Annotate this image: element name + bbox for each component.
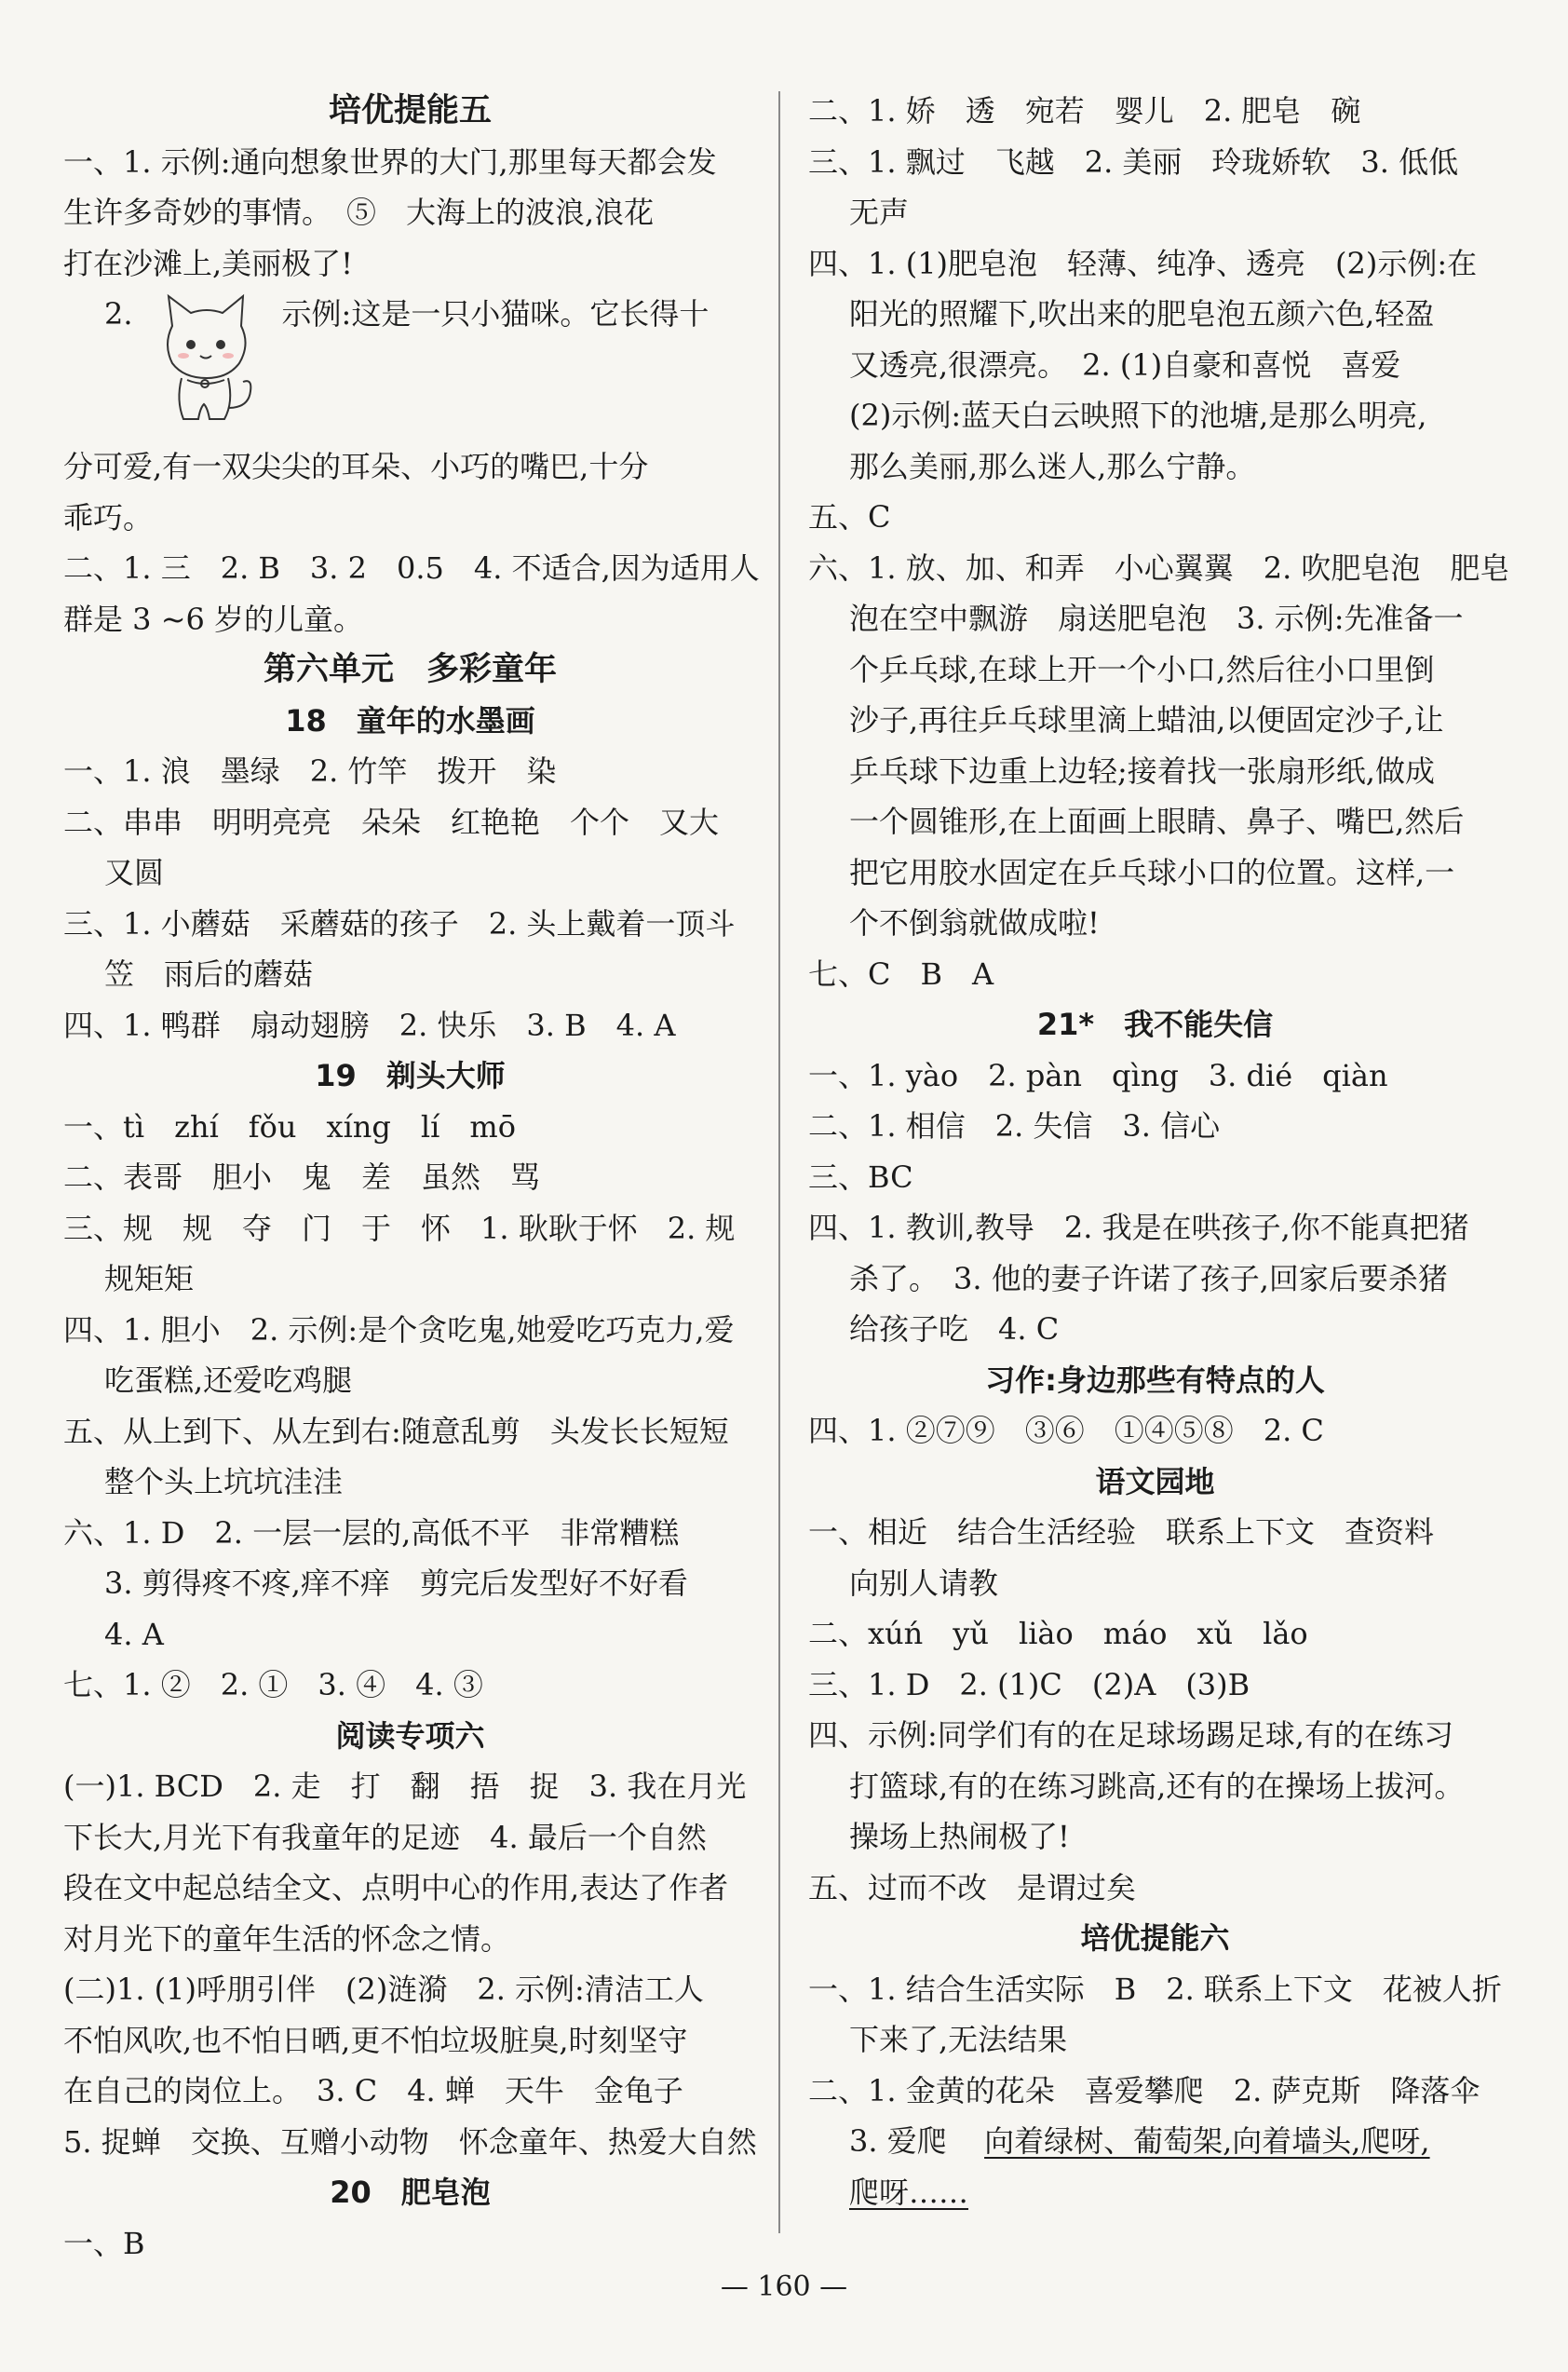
answer-line: 分可爱,有一双尖尖的耳朵、小巧的嘴巴,十分 [63, 449, 649, 484]
left-column [63, 86, 760, 2269]
answer-line: 一、1. 浪 墨绿 2. 竹竿 拨开 染 [63, 753, 557, 789]
section-title: 习作:身边那些有特点的人 [985, 1362, 1325, 1398]
answer-line: 乖巧。 [63, 499, 154, 535]
answer-line: 四、1. ②⑦⑨ ③⑥ ①④⑤⑧ 2. C [808, 1413, 1324, 1448]
answer-line: 沙子,再往乒乓球里滴上蜡油,以便固定沙子,让 [849, 702, 1444, 738]
answer-line: 给孩子吃 4. C [849, 1311, 1060, 1347]
answer-line: 个乒乓球,在球上开一个小口,然后往小口里倒 [849, 651, 1435, 687]
answer-line: 四、示例:同学们有的在足球场踢足球,有的在练习 [808, 1717, 1453, 1753]
answer-line: 又圆 [104, 855, 165, 890]
answer-line: 二、1. 娇 透 宛若 婴儿 2. 肥皂 碗 [808, 93, 1361, 129]
answer-line: 泡在空中飘游 扇送肥皂泡 3. 示例:先准备一 [849, 601, 1464, 636]
answer-line: 阳光的照耀下,吹出来的肥皂泡五颜六色,轻盈 [849, 296, 1435, 332]
section-title: 培优提能五 [328, 92, 492, 129]
answer-line: 五、从上到下、从左到右:随意乱剪 头发长长短短 [63, 1413, 729, 1449]
answer-line [808, 2167, 1502, 2218]
answer-line: 又透亮,很漂亮。 2. (1)自豪和喜悦 喜爱 [849, 346, 1401, 383]
answer-line: 不怕风吹,也不怕日晒,更不怕垃圾脏臭,时刻坚守 [63, 2022, 688, 2058]
answer-line: 四、1. 教训,教导 2. 我是在哄孩子,你不能真把猪 [808, 1210, 1469, 1245]
answer-line: 一、1. 示例:通向想象世界的大门,那里每天都会发 [63, 143, 717, 180]
answer-line: 笠 雨后的蘑菇 [104, 956, 314, 992]
answer-line: 一个圆锥形,在上面画上眼睛、鼻子、嘴巴,然后 [849, 804, 1465, 839]
answer-line: 一、1. yào 2. pàn qìng 3. dié qiàn [808, 1057, 1388, 1093]
section-title: 阅读专项六 [335, 1717, 485, 1754]
answer-line: 下来了,无法结果 [849, 2022, 1068, 2057]
lesson-title: 20 肥皂泡 [330, 2175, 491, 2210]
section-title: 培优提能六 [1080, 1920, 1230, 1956]
lesson-title: 18 童年的水墨画 [285, 702, 535, 739]
answer-line: 三、规 规 夺 门 于 怀 1. 耿耿于怀 2. 规 [63, 1210, 736, 1246]
underlined-answer: 爬呀…… [849, 2174, 969, 2210]
answer-line: 二、1. 相信 2. 失信 3. 信心 [808, 1108, 1221, 1144]
lesson-title: 19 剃头大师 [315, 1058, 506, 1093]
answer-line: 二、表哥 胆小 鬼 差 虽然 骂 [63, 1159, 541, 1195]
answer-number: 2. [104, 296, 133, 332]
answer-line: 七、1. ② 2. ① 3. ④ 4. ③ [63, 1667, 483, 1702]
unit-title: 第六单元 多彩童年 [263, 651, 557, 688]
column-divider [778, 91, 780, 2233]
answer-line: 5. 捉蝉 交换、互赠小动物 怀念童年、热爱大自然 [63, 2123, 757, 2160]
answer-line [808, 2116, 1502, 2167]
answer-text: 示例:这是一只小猫咪。它长得十 [281, 296, 710, 332]
answer-line: 打在沙滩上,美丽极了! [63, 245, 354, 281]
answer-line: 五、过而不改 是谓过矣 [808, 1869, 1137, 1905]
answer-number: 3. 爱爬 [849, 2123, 947, 2159]
answer-line: 无声 [849, 195, 910, 230]
cat-answer-row [63, 289, 757, 441]
answer-line: 那么美丽,那么迷人,那么宁静。 [849, 448, 1256, 484]
answer-line: 乒乓球下边重上边轻;接着找一张扇形纸,做成 [849, 752, 1435, 789]
underlined-answer: 向着绿树、葡萄架,向着墙头,爬呀, [984, 2123, 1430, 2159]
answer-line: 4. A [104, 1616, 164, 1652]
answer-line: 二、1. 三 2. B 3. 2 0.5 4. 不适合,因为适用人 [63, 550, 760, 586]
answer-line: 六、1. D 2. 一层一层的,高低不平 非常糟糕 [63, 1514, 680, 1551]
answer-line: 整个头上坑坑洼洼 [104, 1464, 344, 1499]
answer-line: 六、1. 放、加、和弄 小心翼翼 2. 吹肥皂泡 肥皂 [808, 549, 1510, 586]
answer-line: 二、串串 明明亮亮 朵朵 红艳艳 个个 又大 [63, 804, 720, 840]
page-number: — 160 — [720, 2270, 848, 2303]
lesson-title: 21* 我不能失信 [1036, 1007, 1274, 1042]
answer-line: 三、1. 飘过 飞越 2. 美丽 玲珑娇软 3. 低低 [808, 143, 1459, 180]
cat-illustration [146, 289, 267, 428]
answer-line: 把它用胶水固定在乒乓球小口的位置。这样,一 [849, 854, 1455, 890]
answer-line: 群是 3 ~6 岁的儿童。 [63, 601, 364, 637]
answer-line: 二、xúń yǔ liào máo xǔ lǎo [808, 1616, 1308, 1651]
answer-line: 一、B [63, 2225, 145, 2261]
answer-line: 操场上热闹极了! [849, 1819, 1070, 1854]
answer-line: 一、1. 结合生活实际 B 2. 联系上下文 花被人折 [808, 1971, 1502, 2007]
answer-line: 二、1. 金黄的花朵 喜爱攀爬 2. 萨克斯 降落伞 [808, 2072, 1480, 2108]
answer-line: 一、tì zhí fǒu xíng lí mō [63, 1108, 516, 1145]
answer-line: 吃蛋糕,还爱吃鸡腿 [104, 1362, 353, 1398]
answer-line: 三、BC [808, 1159, 913, 1195]
answer-line: 四、1. 鸭群 扇动翅膀 2. 快乐 3. B 4. A [63, 1007, 676, 1043]
answer-line: 下长大,月光下有我童年的足迹 4. 最后一个自然 [63, 1819, 707, 1855]
answer-line: 生许多奇妙的事情。 ⑤ 大海上的波浪,浪花 [63, 195, 655, 230]
answer-line: 四、1. 胆小 2. 示例:是个贪吃鬼,她爱吃巧克力,爱 [63, 1311, 735, 1348]
answer-line: (二)1. (1)呼朋引伴 (2)涟漪 2. 示例:清洁工人 [63, 1972, 704, 2007]
answer-line: 对月光下的童年生活的怀念之情。 [63, 1920, 511, 1957]
answer-line: 规矩矩 [104, 1261, 195, 1296]
section-title: 语文园地 [1095, 1463, 1215, 1499]
answer-line: 一、相近 结合生活经验 联系上下文 查资料 [808, 1514, 1435, 1550]
right-column [808, 86, 1510, 2217]
answer-line: 五、C [808, 499, 891, 535]
answer-line: 三、1. D 2. (1)C (2)A (3)B [808, 1666, 1250, 1702]
answer-line: 杀了。 3. 他的妻子许诺了孩子,回家后要杀猪 [849, 1260, 1448, 1296]
answer-line: 在自己的岗位上。 3. C 4. 蝉 天牛 金龟子 [63, 2073, 683, 2108]
answer-line: 七、C B A [808, 956, 994, 992]
answer-line: 打篮球,有的在练习跳高,还有的在操场上拔河。 [849, 1768, 1465, 1804]
answer-line: (2)示例:蓝天白云映照下的池塘,是那么明亮, [849, 398, 1427, 433]
answer-line: 3. 剪得疼不疼,痒不痒 剪完后发型好不好看 [104, 1566, 688, 1601]
answer-line: (一)1. BCD 2. 走 打 翻 捂 捉 3. 我在月光 [63, 1769, 747, 1804]
answer-line: 段在文中起总结全文、点明中心的作用,表达了作者 [63, 1870, 729, 1905]
answer-line: 三、1. 小蘑菇 采蘑菇的孩子 2. 头上戴着一顶斗 [63, 905, 736, 942]
answer-line: 向别人请教 [849, 1565, 999, 1601]
answer-line: 四、1. (1)肥皂泡 轻薄、纯净、透亮 (2)示例:在 [808, 245, 1478, 281]
answer-line: 个不倒翁就做成啦! [849, 905, 1100, 941]
